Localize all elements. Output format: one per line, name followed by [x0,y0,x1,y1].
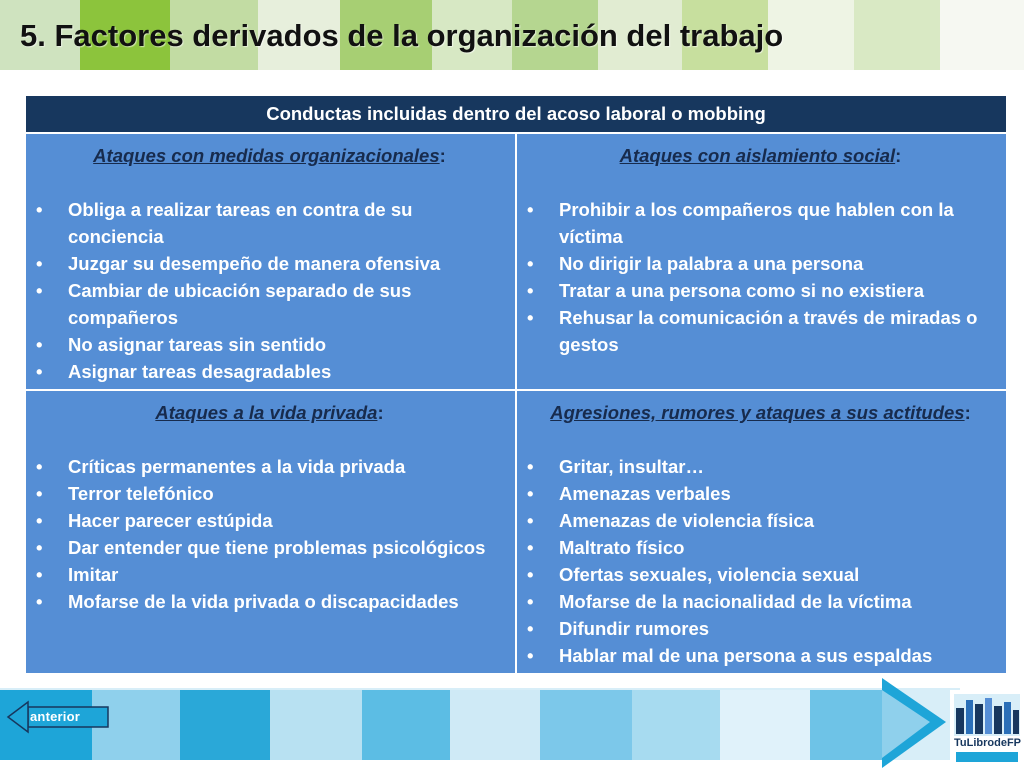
cell-title: Agresiones, rumores y ataques a sus actitudes: [550,402,971,423]
list-item: • Hablar mal de una persona a sus espaldas [525,642,996,669]
list-item: • No dirigir la palabra a una persona [525,250,996,277]
logo-text: TuLibrodeFP [954,737,1022,749]
list-item: • Gritar, insultar… [525,453,996,480]
list-item: • Rehusar la comunicación a través de miradas o gestos [525,304,996,358]
list-item: • Prohibir a los compañeros que hablen con la víctima [525,196,996,250]
cell-title: Ataques a la vida privada: [155,402,384,423]
table-header: Conductas incluidas dentro del acoso laboral o mobbing [25,95,1007,133]
list-item: • Dar entender que tiene problemas psicológicos [34,534,505,561]
books-logo-icon [950,690,1024,768]
list-item: • Imitar [34,561,505,588]
list-item: • Mofarse de la vida privada o discapacidades [34,588,505,615]
footer-arrow-band [0,678,960,768]
banner-stripe [854,0,940,70]
list-item: • Críticas permanentes a la vida privada [34,453,505,480]
list-item: • Ofertas sexuales, violencia sexual [525,561,996,588]
bullet-list [34,453,505,615]
header-banner [0,0,1024,70]
previous-button[interactable]: anterior [30,709,81,724]
cell-title: Ataques con medidas organizacionales: [93,145,446,166]
list-item: • Hacer parecer estúpida [34,507,505,534]
footer-band [0,678,1024,768]
list-item: • Terror telefónico [34,480,505,507]
list-item: • Tratar a una persona como si no existiera [525,277,996,304]
list-item: • Difundir rumores [525,615,996,642]
slide-title: 5. Factores derivados de la organización del trabajo [20,18,784,53]
cell-social-isolation [516,133,1007,390]
cell-aggressions [516,390,1007,674]
banner-stripe [940,0,1024,70]
list-item: • Mofarse de la nacionalidad de la víctima [525,588,996,615]
bullet-list [34,196,505,385]
list-item: • Amenazas verbales [525,480,996,507]
list-item: • Amenazas de violencia física [525,507,996,534]
list-item: • Asignar tareas desagradables [34,358,505,385]
list-item: • Obliga a realizar tareas en contra de su conciencia [34,196,505,250]
cell-private-life [25,390,516,674]
list-item: • Cambiar de ubicación separado de sus compañeros [34,277,505,331]
cell-title: Ataques con aislamiento social: [619,145,902,166]
bullet-list [525,196,996,358]
mobbing-table [24,94,1008,675]
list-item: • Juzgar su desempeño de manera ofensiva [34,250,505,277]
bullet-list [525,453,996,669]
list-item: • No asignar tareas sin sentido [34,331,505,358]
cell-organizational [25,133,516,390]
list-item: • Maltrato físico [525,534,996,561]
